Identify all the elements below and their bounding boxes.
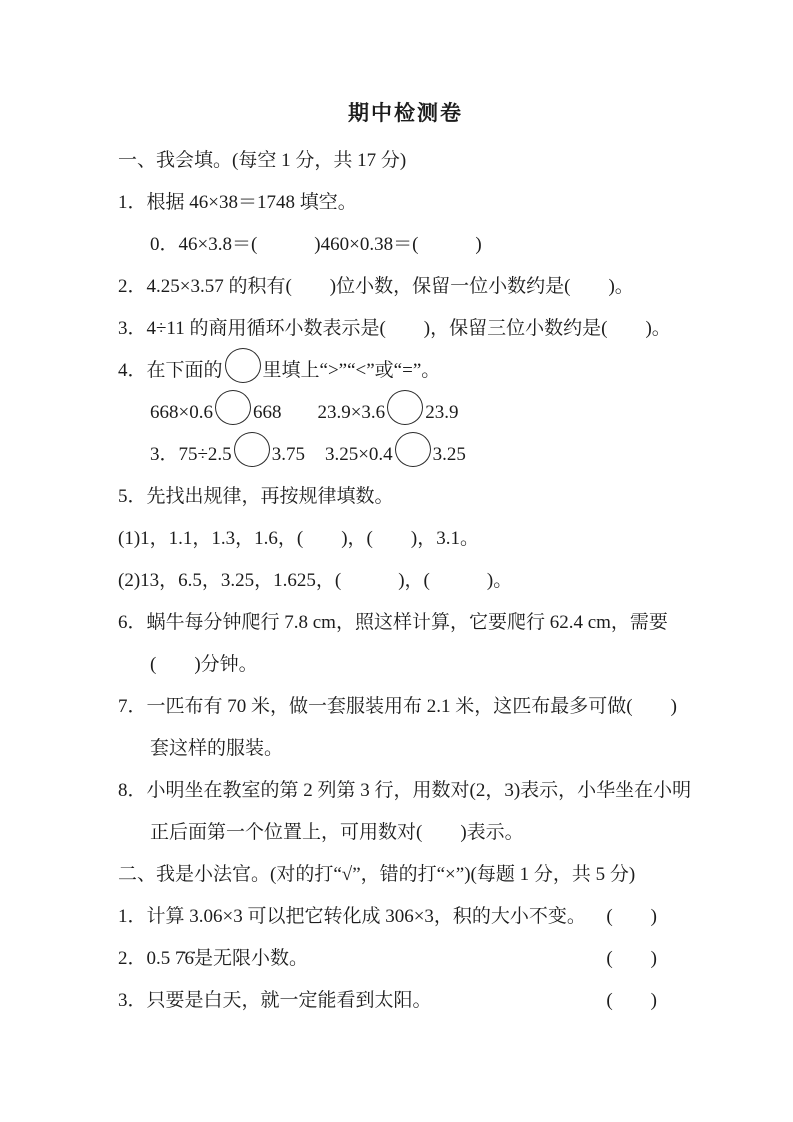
q4-intro-post: 里填上“>”“<”或“=”。 [262,360,441,381]
q4-row2-right-rhs: 3.25 [432,444,466,465]
q5-line-1: 5．先找出规律，再按规律填数。 [118,486,394,507]
judge-q1-answer-blank: ( ) [606,906,657,927]
q4-intro-line [118,358,693,384]
compare-circle-icon [386,417,424,418]
q4-row2-right-lhs: 3.25×0.4 [324,444,393,465]
q4-intro-pre: 4．在下面的 [118,360,223,381]
page-title: 期中检测卷 [348,101,463,125]
q4-row-2 [118,442,693,468]
q6-line-1: 6．蜗牛每分钟爬行 7.8 cm，照这样计算，它要爬行 62.4 cm，需要 [118,612,668,633]
judge-q2-row [118,946,693,972]
q1-line-1: 1．根据 46×38＝1748 填空。 [118,192,357,213]
judge-q1-text: 1．计算 3.06×3 可以把它转化成 306×3，积的大小不变。 [118,906,586,927]
q4-row1-left-rhs: 668 [252,402,282,423]
q2-line: 2．4.25×3.57 的积有( )位小数，保留一位小数约是( )。 [118,276,634,297]
judge-q2-answer-blank: ( ) [606,948,657,969]
section-2-heading: 二、我是小法官。(对的打“√”，错的打“×”)(每题 1 分，共 5 分) [118,864,636,885]
compare-circle-icon [214,417,252,418]
judge-q2-text: 2．0.5 7̇6̇是无限小数。 [118,948,309,969]
judge-q3-row [118,988,693,1014]
q8-line-2: 正后面第一个位置上，可用数对( )表示。 [150,822,524,843]
q3-line: 3．4÷11 的商用循环小数表示是( )，保留三位小数约是( )。 [118,318,671,339]
q7-line-2: 套这样的服装。 [150,738,284,759]
q4-row1-right-lhs: 23.9×3.6 [317,402,386,423]
q4-row-1 [118,400,693,426]
q5-line-2: (1)1，1.1，1.3，1.6，( )，( )，3.1。 [118,528,479,549]
q4-row1-right-rhs: 23.9 [425,402,459,423]
compare-circle-icon [233,459,271,460]
judge-q3-answer-blank: ( ) [606,990,657,1011]
compare-circle-icon [394,459,432,460]
q4-row2-left-lhs: 3．75÷2.5 [150,444,232,465]
judge-q1-row [118,904,693,930]
q8-line-1: 8．小明坐在教室的第 2 列第 3 行，用数对(2，3)表示，小华坐在小明 [118,780,692,801]
q5-line-3: (2)13，6.5，3.25，1.625，( )，( )。 [118,570,513,591]
q6-line-2: ( )分钟。 [150,654,258,675]
judge-q3-text: 3．只要是白天，就一定能看到太阳。 [118,990,432,1011]
q7-line-1: 7．一匹布有 70 米，做一套服装用布 2.1 米，这匹布最多可做( ) [118,696,677,717]
section-1-heading: 一、我会填。(每空 1 分，共 17 分) [118,150,407,171]
q4-row2-left-rhs: 3.75 [271,444,305,465]
q4-row1-left-lhs: 668×0.6 [150,402,213,423]
compare-circle-icon [224,375,262,376]
q1-line-2: 0．46×3.8＝( )460×0.38＝( ) [150,234,482,255]
